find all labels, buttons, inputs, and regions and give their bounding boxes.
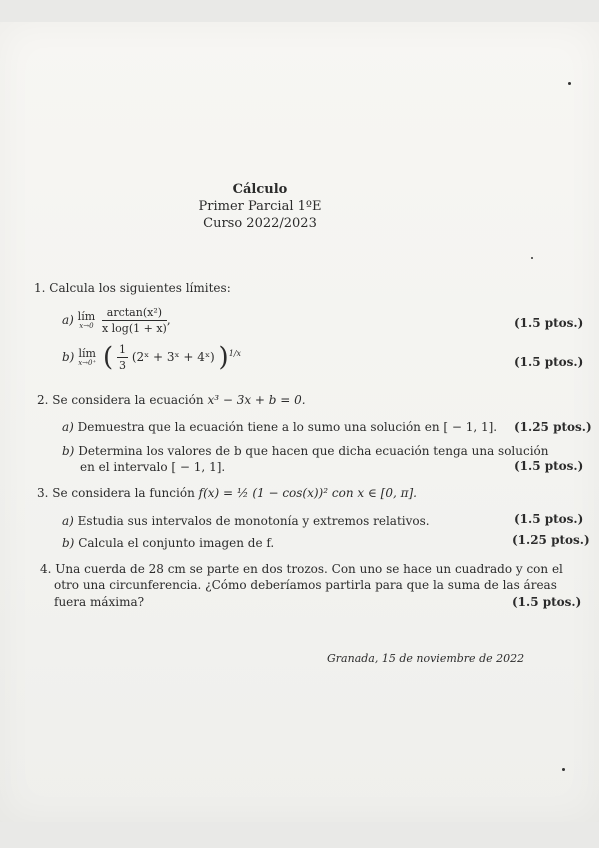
item-label: a) xyxy=(62,420,74,434)
one-third-fraction: $\frac{1}{3}$ xyxy=(118,343,126,372)
place-date: Granada, 15 de noviembre de 2022 xyxy=(327,652,525,665)
item-label: a) xyxy=(62,514,74,528)
speck-dot xyxy=(568,82,571,85)
question-text: Se considera la función xyxy=(52,486,195,500)
exam-course: Curso 2022/2023 xyxy=(203,216,317,231)
item-label: b) xyxy=(62,536,75,550)
exam-title: Cálculo xyxy=(232,182,288,197)
question-2b-line2: en el intervalo [ − 1, 1]. xyxy=(80,460,226,474)
item-label: a) xyxy=(62,313,74,327)
question-4-line3: fuera máxima? xyxy=(54,595,145,609)
question-number: 1. xyxy=(34,281,46,295)
points-2a: (1.25 ptos.) xyxy=(514,420,592,434)
item-text: Calcula el conjunto imagen de f. xyxy=(78,536,275,550)
points-3a: (1.5 ptos.) xyxy=(514,512,584,526)
points-1a: (1.5 ptos.) xyxy=(514,316,584,330)
question-number: 3. xyxy=(37,486,49,500)
limit-exponent: 1/x xyxy=(228,349,241,358)
question-3a xyxy=(62,514,430,528)
item-label: b) xyxy=(62,350,75,364)
question-2b xyxy=(62,444,549,458)
question-number: 2. xyxy=(37,393,49,407)
function-definition: f(x) = ½ (1 − cos(x))² con x ∈ [0, π]. xyxy=(198,486,417,500)
speck-dot xyxy=(531,257,533,259)
question-1b: b) lím x→0⁺ ( $\frac{1}{3}$ (2ˣ + 3ˣ + 4ˣ) )$^{1/x}$ xyxy=(62,342,241,373)
question-1a: a) lím x→0 $\frac{\text{arctan(x²)}}{\text{x log(1 + x)}}$ , xyxy=(62,306,171,335)
equation: x³ − 3x + b = 0. xyxy=(207,393,306,407)
question-3 xyxy=(37,486,417,500)
question-3b xyxy=(62,536,274,550)
item-label: b) xyxy=(62,444,75,458)
speck-dot xyxy=(562,768,565,771)
question-text: Una cuerda de 28 cm se parte en dos trozos. Con uno se hace un cuadrado y con el xyxy=(55,562,563,576)
question-number: 4. xyxy=(40,562,52,576)
limit-operator: lím x→0 xyxy=(77,310,96,330)
question-1 xyxy=(34,281,231,295)
limit-fraction: $\frac{\text{arctan(x²)}}{\text{x log(1 + x)}}$ xyxy=(101,306,167,335)
question-2a xyxy=(62,420,497,434)
limit-operator: lím x→0⁺ xyxy=(78,347,97,367)
points-3b: (1.25 ptos.) xyxy=(512,533,590,547)
exam-subtitle: Primer Parcial 1ºE xyxy=(198,199,322,214)
question-2 xyxy=(37,393,306,407)
question-text: Se considera la ecuación xyxy=(52,393,204,407)
item-text: Demuestra que la ecuación tiene a lo sumo una solución en [ − 1, 1]. xyxy=(77,420,498,434)
question-4-line2: otro una circunferencia. ¿Cómo deberíamos partirla para que la suma de las áreas xyxy=(54,578,557,592)
limit-body: (2ˣ + 3ˣ + 4ˣ) xyxy=(131,350,215,364)
points-1b: (1.5 ptos.) xyxy=(514,355,584,369)
points-4: (1.5 ptos.) xyxy=(512,595,582,609)
item-text: Determina los valores de b que hacen que dicha ecuación tenga una solución xyxy=(78,444,549,458)
question-4 xyxy=(40,562,563,576)
question-text: Calcula los siguientes límites: xyxy=(49,281,231,295)
item-text: Estudia sus intervalos de monotonía y extremos relativos. xyxy=(77,514,430,528)
points-2b: (1.5 ptos.) xyxy=(514,459,584,473)
